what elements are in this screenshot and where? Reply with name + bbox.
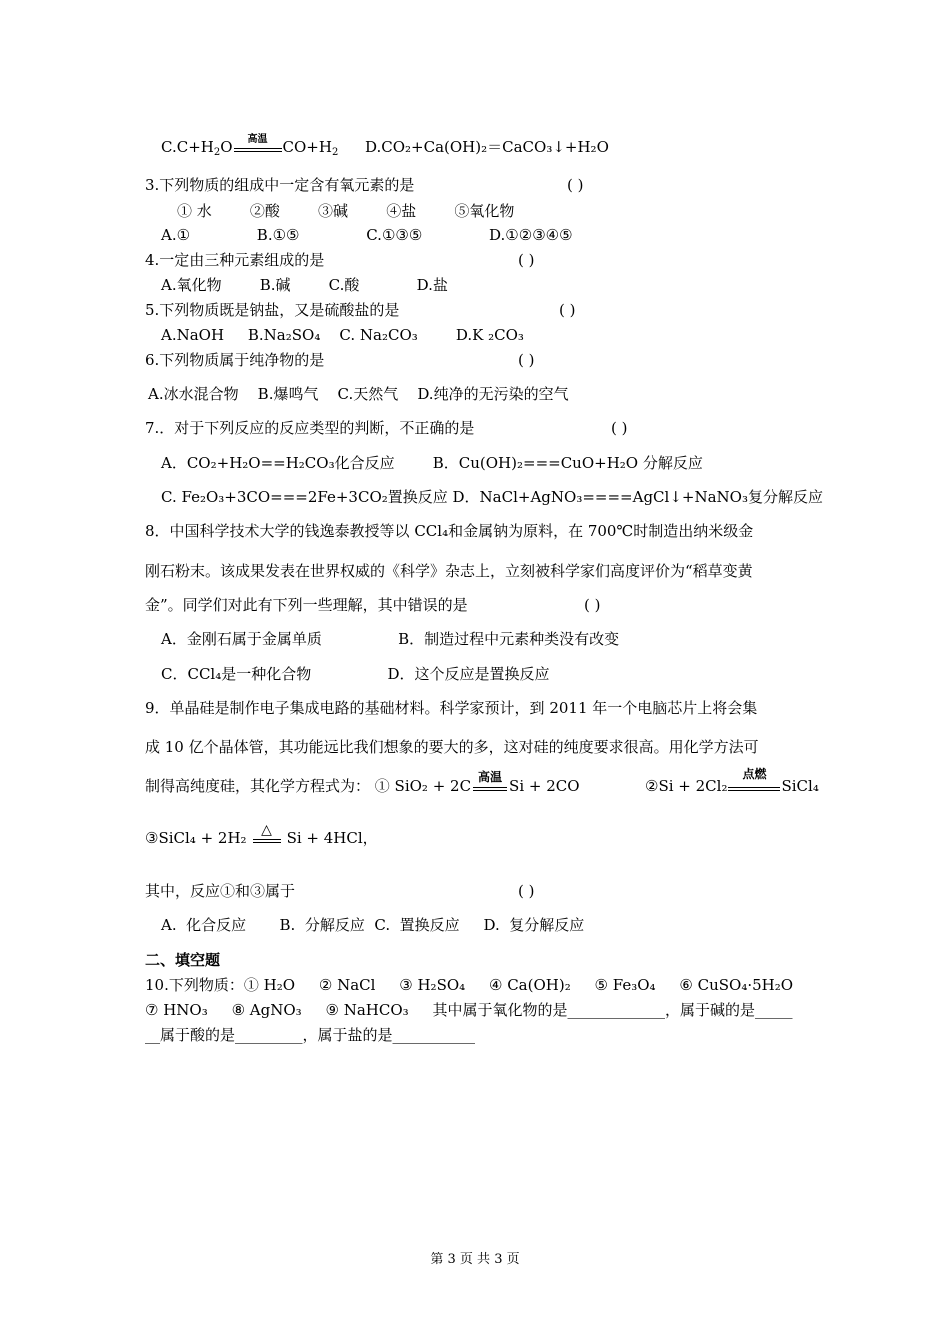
q2-option-d: D.CO₂+Ca(OH)₂＝CaCO₃↓+H₂O	[365, 138, 609, 156]
q8-line-3: 金”。同学们对此有下列一些理解，其中错误的是	[145, 596, 468, 614]
q7-answer-paren: ( )	[611, 419, 628, 437]
q3-items: ① 水 ②酸 ③碱 ④盐 ⑤氧化物	[177, 202, 515, 220]
q2-option-c: $C.C+H_2O$ 高温 $CO+H_2$	[161, 134, 339, 158]
q10-line-2: ⑦ HNO₃ ⑧ AgNO₃ ⑨ NaHCO₃ 其中属于氧化物的是_____________，属于碱的是_____	[145, 1001, 793, 1019]
q8-options-cd: C．CCl₄是一种化合物 D．这个反应是置换反应	[161, 665, 550, 683]
q10-line-1: 10.下列物质：① H₂O ② NaCl ③ H₂SO₄ ④ Ca(OH)₂ ⑤ Fe₃O₄ ⑥ CuSO₄·5H₂O	[145, 976, 794, 994]
q9-answer-paren: ( )	[518, 882, 535, 900]
q6-stem: 6.下列物质属于纯净物的是	[145, 351, 325, 369]
q5-answer-paren: ( )	[559, 301, 576, 319]
q9-options: A. 化合反应 B. 分解反应 C. 置换反应 D. 复分解反应	[161, 916, 585, 934]
q8-line-2: 刚石粉末。该成果发表在世界权威的《科学》杂志上，立刻被科学家们高度评价为“稻草变黄	[145, 562, 753, 580]
q5-stem: 5.下列物质既是钠盐，又是硫酸盐的是	[145, 301, 400, 319]
q8-answer-paren: ( )	[584, 596, 601, 614]
q9-equation-3: ③SiCl₄ + 2H₂ △ Si + 4HCl，	[145, 822, 378, 847]
q6-options: A.冰水混合物 B.爆鸣气 C.天然气 D.纯净的无污染的空气	[148, 385, 569, 403]
q4-stem: 4.一定由三种元素组成的是	[145, 251, 325, 269]
q5-options: A.NaOH B.Na₂SO₄ C. Na₂CO₃ D.K ₂CO₃	[161, 326, 524, 344]
q10-line-3: __属于酸的是_________，属于盐的是___________	[145, 1026, 476, 1044]
reaction-condition-ignite: 点燃	[728, 773, 780, 791]
q8-line-1: 8．中国科学技术大学的钱逸泰教授等以 CCl₄和金属钠为原料，在 700℃时制造出纳米级金	[145, 522, 754, 540]
q9-line-2: 成 10 亿个晶体管，其功能远比我们想象的要大的多，这对硅的纯度要求很高。用化学方法可	[145, 738, 759, 756]
q3-answer-paren: ( )	[567, 176, 584, 194]
reaction-condition-high-temp: 高温	[473, 773, 507, 791]
q7-options-ab: A．CO₂+H₂O==H₂CO₃化合反应 B．Cu(OH)₂===CuO+H₂O 分解反应	[161, 454, 703, 472]
q6-answer-paren: ( )	[518, 351, 535, 369]
q9-line-1: 9．单晶硅是制作电子集成电路的基础材料。科学家预计，到 2011 年一个电脑芯片上将会集	[145, 699, 758, 717]
q3-stem: 3.下列物质的组成中一定含有氧元素的是	[145, 176, 415, 194]
q4-options: A.氧化物 B.碱 C.酸 D.盐	[161, 276, 448, 294]
q3-options: A.① B.①⑤ C.①③⑤ D.①②③④⑤	[161, 226, 573, 244]
q8-options-ab: A．金刚石属于金属单质 B．制造过程中元素种类没有改变	[161, 630, 620, 648]
q4-answer-paren: ( )	[518, 251, 535, 269]
reaction-condition-heat: △	[253, 823, 281, 843]
q9-line-3: 制得高纯度硅，其化学方程式为： ① SiO₂ + 2C 高温 Si + 2CO	[145, 770, 580, 795]
q7-stem: 7.．对于下列反应的反应类型的判断，不正确的是	[145, 419, 475, 437]
q9-stem: 其中，反应①和③属于	[145, 882, 296, 900]
q9-equation-2: ②Si + 2Cl₂ 点燃 SiCl₄	[645, 767, 819, 795]
reaction-condition-high-temp: 高温	[234, 148, 282, 152]
section-title-fill-in: 二、填空题	[145, 951, 221, 969]
page-footer: 第 3 页 共 3 页	[430, 1252, 520, 1267]
q7-options-cd: C. Fe₂O₃+3CO===2Fe+3CO₂置换反应 D．NaCl+AgNO₃====AgCl↓+NaNO₃复分解反应	[161, 488, 823, 506]
